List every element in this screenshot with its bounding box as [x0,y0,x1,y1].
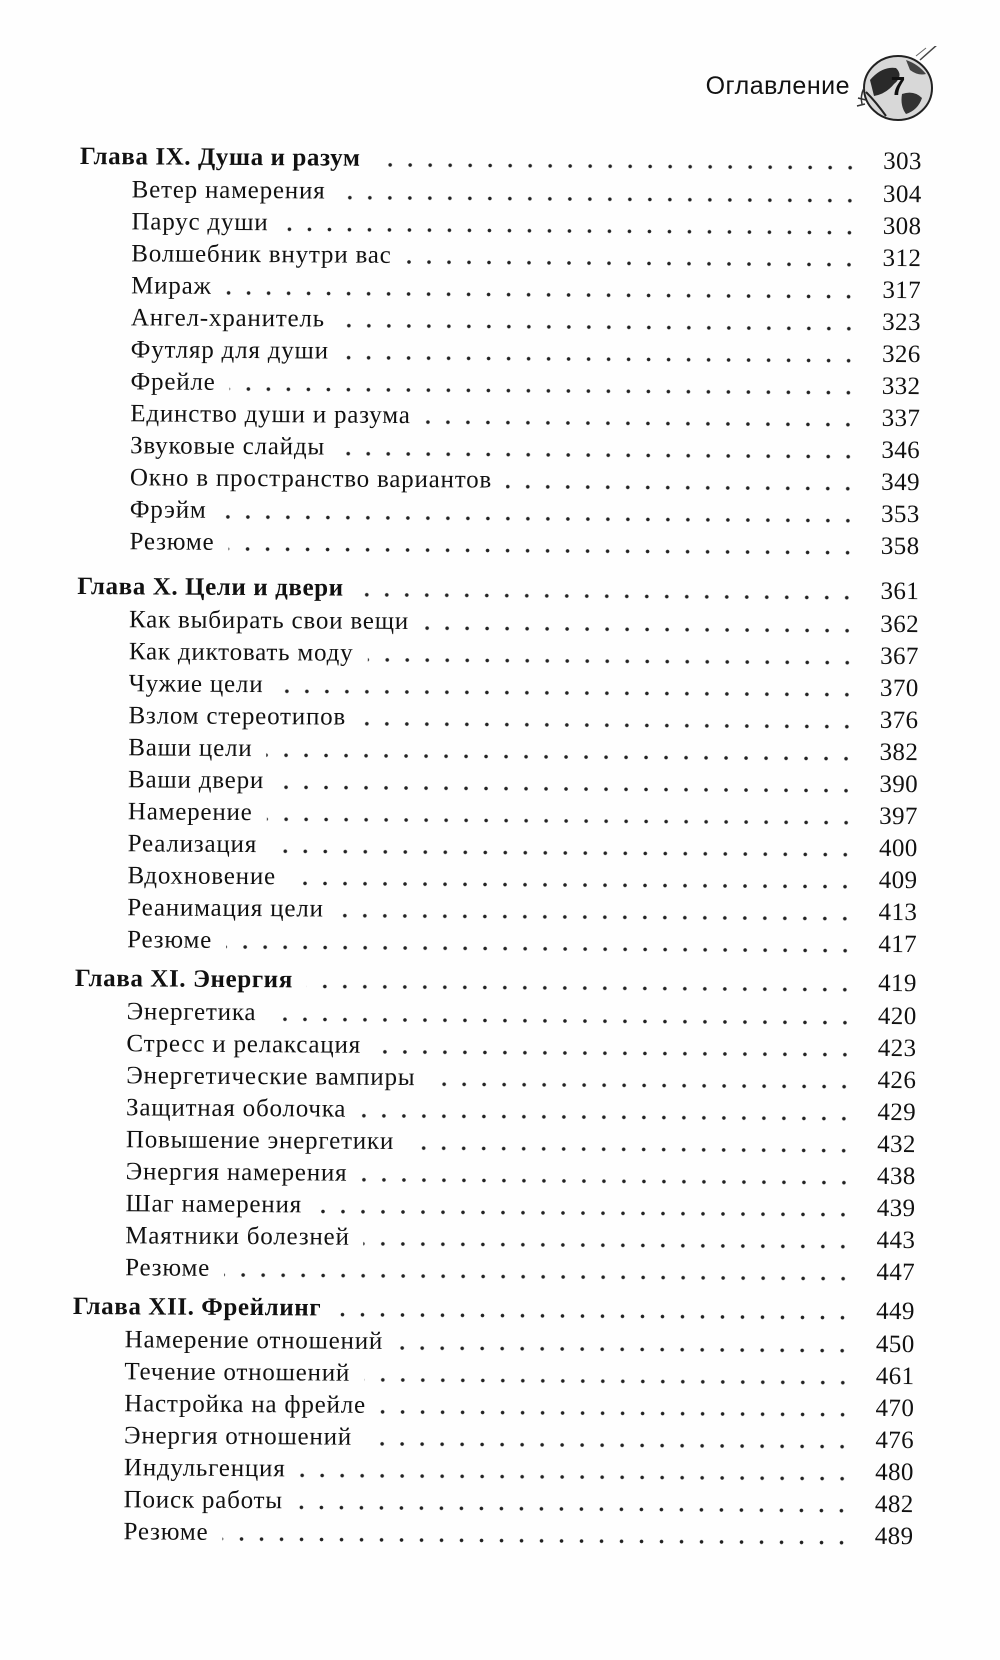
page-number: 7 [890,70,906,101]
entry-page: 353 [880,500,920,529]
entry-page: 326 [881,340,921,369]
entry-page: 426 [877,1066,917,1095]
chapter-title: Глава IX. Душа и разум [79,142,361,172]
toc-entry [77,526,919,563]
toc-entry [78,494,920,531]
toc-entry [71,1516,913,1553]
entry-title: Ангел-хранитель [130,304,326,333]
toc-entry [75,892,917,929]
dot-leader [316,1209,854,1216]
toc-entry [72,1420,914,1457]
toc-entry [73,1188,915,1225]
toc-entry [72,1356,914,1393]
entry-title: Реализация [127,830,258,859]
entry-page: 370 [879,674,919,703]
entry-page: 470 [875,1394,915,1423]
entry-title: Как выбирать свои вещи [128,606,410,636]
toc-entry [74,1092,916,1129]
dot-leader [429,1082,854,1089]
entry-title: Резюме [129,528,215,556]
entry-page: 358 [880,532,920,561]
dot-leader [228,547,857,555]
entry-page: 332 [881,372,921,401]
entry-page: 432 [877,1130,916,1159]
toc-entry [73,1220,915,1257]
entry-title: Реанимация цели [127,894,324,923]
entry-page: 429 [877,1098,917,1127]
chapter-heading-row [77,570,919,609]
dot-leader [221,515,858,523]
dot-leader [506,485,858,491]
dot-leader [406,260,860,267]
dot-leader [360,722,856,729]
running-header [706,46,940,126]
toc-entry [76,796,918,833]
entry-title: Взлом стереотипов [128,702,347,731]
entry-page: 420 [877,1002,917,1031]
dot-leader [408,1146,854,1153]
entry-page: 390 [879,770,919,799]
toc-entry [74,1060,916,1097]
dot-leader [380,1410,852,1417]
entry-page: 308 [882,212,922,241]
entry-title: Волшебник внутри вас [131,240,392,269]
dot-leader [364,1378,852,1385]
entry-title: Ветер намерения [131,176,326,205]
toc-entry [76,700,918,737]
dot-leader [335,1313,853,1320]
chapter-heading-row [75,962,917,1001]
toc-entry [72,1484,914,1521]
entry-page: 400 [878,834,918,863]
entry-page: 346 [881,436,921,465]
entry-title: Резюме [123,1518,209,1546]
chapter-heading-row [73,1290,915,1329]
entry-title: Резюме [125,1254,211,1282]
entry-title: Настройка на фрейле [124,1390,366,1419]
header-title: Оглавление [705,71,850,100]
chapter-12 [71,1290,915,1553]
entry-page: 382 [879,738,919,767]
entry-title: Намерение [127,798,253,827]
entry-title: Фрэйм [129,496,207,524]
dot-leader [375,1050,854,1057]
dot-leader [271,849,856,857]
entry-page: 439 [876,1194,916,1223]
chapter-9 [77,140,922,563]
toc-entry [75,924,917,961]
chapter-11 [73,962,917,1289]
entry-title: Защитная оболочка [126,1094,347,1123]
toc-entry [76,828,918,865]
dot-leader [397,1346,853,1353]
toc-entry [79,334,921,371]
entry-page: 423 [877,1034,917,1063]
dot-leader [290,881,856,888]
toc-entry [75,860,917,897]
entry-page: 413 [878,898,918,927]
toc-entry [79,302,921,339]
entry-title: Ваши цели [128,734,253,763]
entry-page: 312 [882,244,922,273]
entry-title: Энергетические вампиры [126,1062,416,1092]
entry-page: 450 [875,1330,915,1359]
chapter-title: Глава XII. Фрейлинг [72,1292,322,1322]
entry-title: Стресс и релаксация [126,1030,362,1059]
chapter-page: 419 [878,969,917,998]
entry-title: Ваши двери [128,766,265,795]
table-of-contents [71,140,922,1559]
dot-leader [277,689,856,697]
toc-entry [72,1452,914,1489]
globe-emblem-icon [856,46,940,126]
entry-page: 480 [875,1458,914,1487]
dot-leader [367,658,856,665]
dot-leader [360,1114,854,1121]
entry-page: 323 [882,308,921,337]
entry-page: 461 [875,1362,915,1391]
dot-leader [375,163,860,170]
entry-title: Парус души [131,208,269,237]
entry-title: Шаг намерения [125,1190,303,1219]
toc-entry [79,206,921,243]
toc-entry [73,1252,915,1289]
chapter-title: Глава X. Цели и двери [77,572,344,602]
entry-page: 409 [878,866,918,895]
entry-title: Окно в пространство вариантов [129,464,493,494]
dot-leader [224,1273,853,1281]
toc-entry [78,398,920,435]
entry-title: Вдохновение [127,862,277,891]
dot-leader [266,753,856,761]
dot-leader [361,1178,853,1185]
toc-entry [78,430,920,467]
entry-title: Фрейле [130,368,216,396]
toc-entry [79,238,921,275]
toc-entry [72,1388,914,1425]
entry-title: Течение отношений [124,1358,351,1387]
toc-entry [74,1124,916,1161]
toc-entry [74,1028,916,1065]
entry-title: Энергия намерения [125,1158,348,1187]
toc-entry [77,636,919,673]
entry-page: 349 [881,468,921,497]
entry-title: Футляр для души [130,336,329,365]
dot-leader [297,1505,852,1512]
toc-entry [73,1324,915,1361]
entry-title: Чужие цели [128,670,264,699]
entry-page: 367 [880,642,919,671]
entry-page: 438 [876,1162,916,1191]
dot-leader [339,452,858,459]
entry-title: Повышение энергетики [125,1126,395,1155]
chapter-title: Глава XI. Энергия [74,964,293,994]
dot-leader [425,420,859,427]
entry-page: 417 [878,930,918,959]
entry-title: Единство души и разума [130,400,411,430]
chapter-page: 449 [876,1297,915,1326]
dot-leader [307,984,855,991]
toc-entry [74,1156,916,1193]
entry-title: Энергетика [126,998,257,1027]
toc-entry [77,604,919,641]
entry-title: Энергия отношений [124,1422,353,1451]
dot-leader [358,593,858,600]
entry-page: 376 [879,706,919,735]
entry-title: Намерение отношений [124,1326,384,1355]
entry-page: 304 [882,180,922,209]
dot-leader [338,914,856,921]
entry-title: Маятники болезней [125,1222,350,1251]
chapter-page: 303 [883,147,922,176]
entry-title: Индульгенция [123,1454,286,1483]
dot-leader [364,1242,854,1249]
toc-entry [78,366,920,403]
entry-page: 362 [880,610,920,639]
toc-entry [80,174,922,211]
entry-title: Мираж [131,272,212,300]
entry-page: 489 [874,1522,914,1551]
entry-title: Как диктовать моду [128,638,354,667]
toc-entry [76,764,918,801]
dot-leader [267,817,856,825]
dot-leader [282,227,859,235]
dot-leader [226,291,860,299]
dot-leader [366,1442,852,1449]
chapter-heading-row [80,140,922,179]
entry-page: 482 [874,1490,914,1519]
toc-entry [75,996,917,1033]
entry-page: 397 [879,802,918,831]
toc-entry [76,732,918,769]
entry-page: 443 [876,1226,916,1255]
toc-entry [77,668,919,705]
dot-leader [300,1473,852,1480]
entry-title: Резюме [127,926,213,954]
entry-page: 447 [876,1258,916,1287]
toc-entry [79,270,921,307]
chapter-10 [75,570,919,961]
dot-leader [343,356,859,363]
dot-leader [222,1537,851,1545]
dot-leader [423,626,857,633]
toc-entry [78,462,920,499]
dot-leader [270,1017,854,1025]
dot-leader [339,196,859,203]
dot-leader [230,387,859,395]
entry-page: 476 [875,1426,915,1455]
entry-title: Поиск работы [123,1486,284,1515]
dot-leader [226,945,855,953]
chapter-page: 361 [880,577,920,606]
entry-page: 337 [881,404,921,433]
entry-title: Звуковые слайды [130,432,326,461]
dot-leader [278,785,856,793]
dot-leader [339,324,859,331]
entry-page: 317 [882,276,922,305]
